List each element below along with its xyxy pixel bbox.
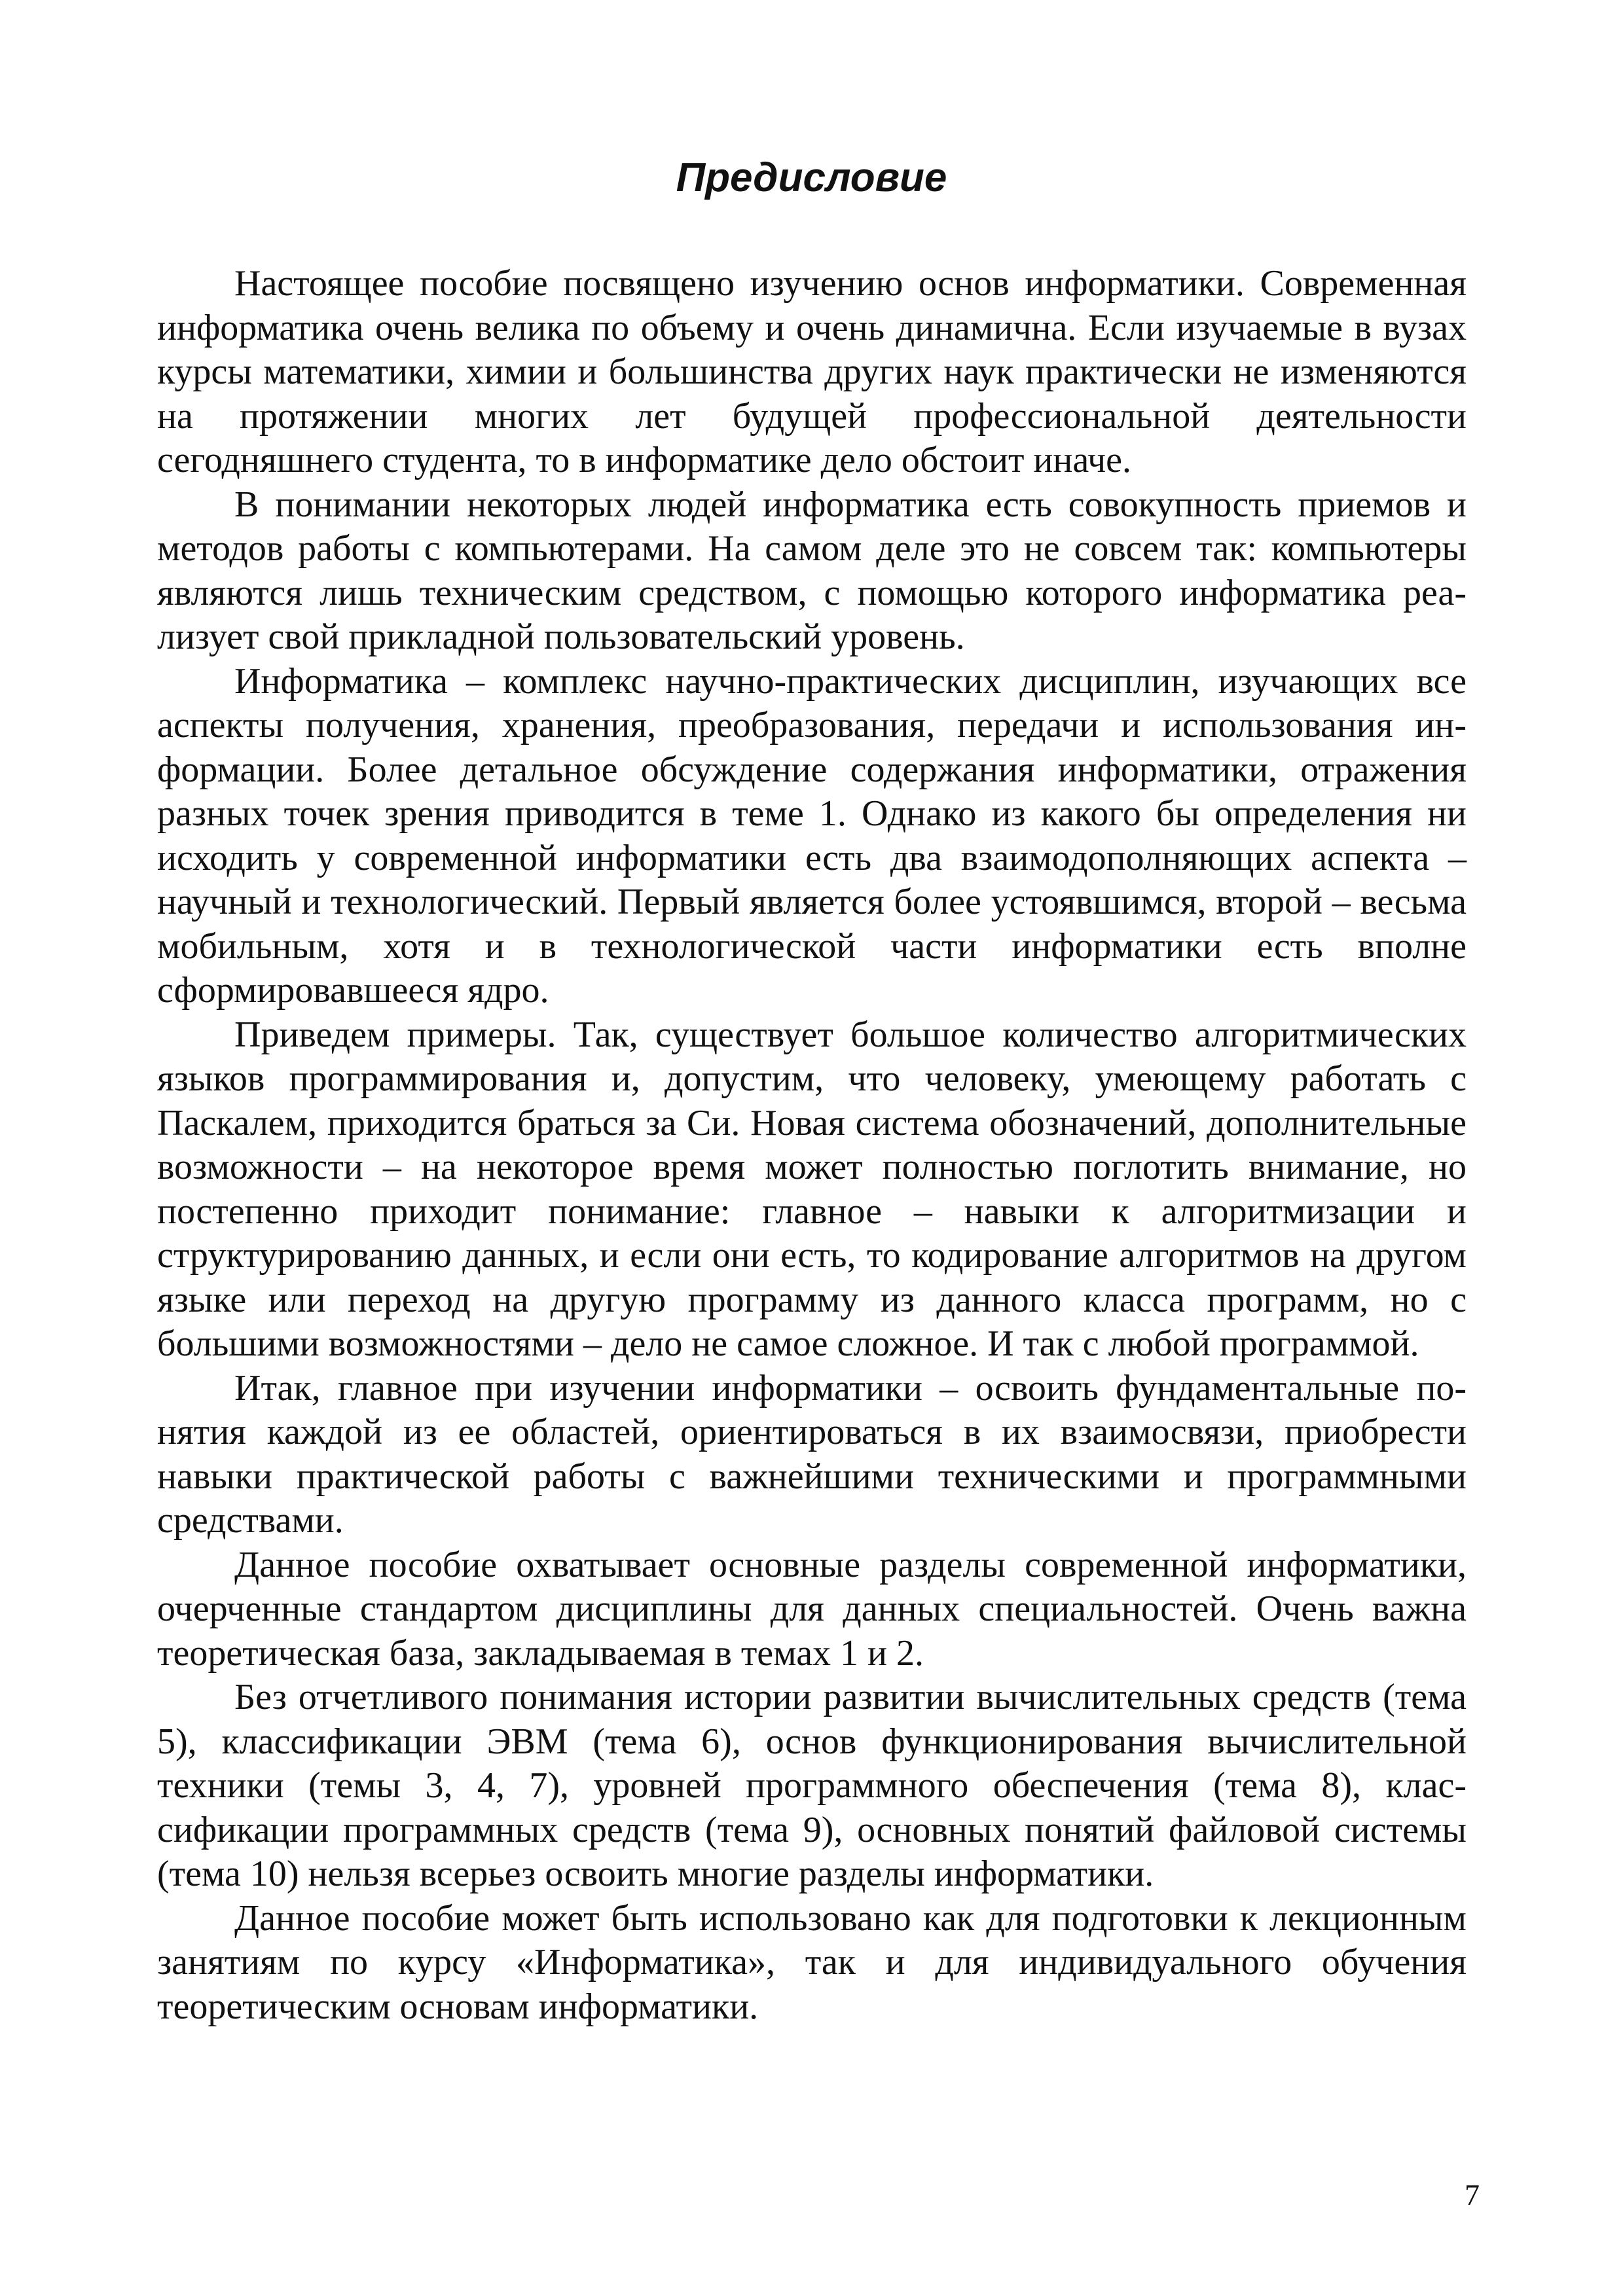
paragraph-8: Данное пособие может быть использовано как для подготовки к лекционным занятиям по курсу «Информатика», так и для индивидуального обучения теоретическим основам информатики. [157, 1897, 1467, 2027]
paragraph-5: Итак, главное при изучении информатики – освоить фундаментальные понятия каждой из ее областей, ориентироваться в их взаимосвязи, приобрести навыки практической работы с важнейшими техническими и программными средствами. [157, 1367, 1467, 1541]
paragraph-2: В понимании некоторых людей информатика есть совокупность приемов и методов работы с компьютерами. На самом деле это не совсем так: компьютеры являются лишь техническим средством, с помощью которого информатика реализует свой прикладной пользовательский уровень. [157, 484, 1467, 657]
page-title: Предисловие [676, 155, 947, 200]
paragraph-7: Без отчетливого понимания истории развитии вычислительных средств (тема 5), классификации ЭВМ (тема 6), основ функционирования вычислительной техники (темы 3, 4, 7), уровней программного обеспечения (тема 8), классификации программных средств (тема 9), основных понятий файловой системы (тема 10) нельзя всерьез освоить многие разделы информатики. [157, 1677, 1467, 1894]
paragraph-1: Настоящее пособие посвящено изучению основ информатики. Современная информатика очень велика по объему и очень динамична. Если изучаемые в вузах курсы математики, химии и большинства других наук практически не изменяются на протяжении многих лет будущей профессиональной деятельности сегодняшнего студента, то в информатике дело обстоит иначе. [157, 263, 1467, 480]
page-number: 7 [1465, 2178, 1480, 2212]
paragraph-4: Приведем примеры. Так, существует большое количество алгоритмических языков программирования и, допустим, что человеку, умеющему работать с Паскалем, приходится браться за Си. Новая система обозначений, дополнительные возможности – на некоторое время может полностью поглотить внимание, но постепенно приходит понимание: главное – навыки к алгоритмизации и структурированию данных, и если они есть, то кодирование алгоритмов на другом языке или переход на другую программу из данного класса программ, но с большими возможностями – дело не самое сложное. И так с любой программой. [157, 1014, 1467, 1364]
paragraph-6: Данное пособие охватывает основные разделы современной информатики, очерченные стандартом дисциплины для данных специальностей. Очень важна теоретическая база, закладываемая в темах 1 и 2. [157, 1544, 1467, 1674]
body-text [157, 262, 1467, 2029]
paragraph-3: Информатика – комплекс научно-практических дисциплин, изучающих все аспекты получения, хранения, преобразования, передачи и использования информации. Более детальное обсуждение содержания информатики, отражения разных точек зрения приводится в теме 1. Однако из какого бы определения ни исходить у современной информатики есть два взаимодополняющих аспекта – научный и технологический. Первый является более устоявшимся, второй – весьма мобильным, хотя и в технологической части информатики есть вполне сформировавшееся ядро. [157, 660, 1467, 1011]
